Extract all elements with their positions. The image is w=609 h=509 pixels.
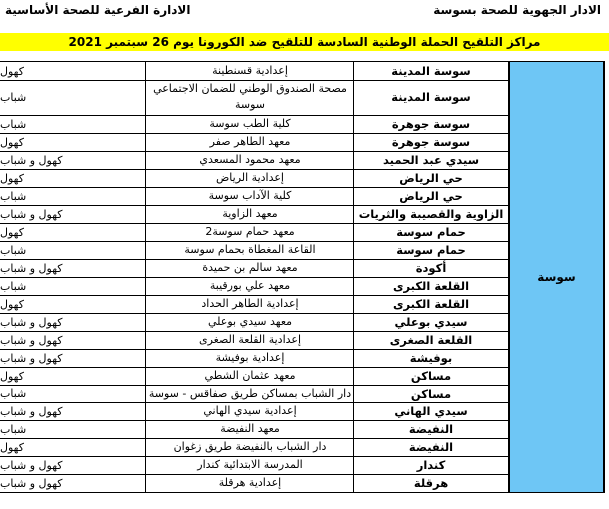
table-row bbox=[0, 115, 509, 134]
center-cell[interactable]: معهد الطاهر صفر bbox=[147, 133, 354, 151]
target-group-cell[interactable]: كهول و شباب bbox=[0, 402, 146, 420]
center-cell[interactable]: القاعة المغطاة بحمام سوسة bbox=[147, 241, 354, 259]
center-cell[interactable]: معهد محمود المسعدي bbox=[147, 151, 354, 169]
delegation-cell[interactable]: سوسة المدينة bbox=[354, 62, 509, 80]
delegation-cell[interactable]: بوفيشة bbox=[354, 349, 509, 367]
center-cell[interactable]: معهد سيدي بوعلي bbox=[147, 313, 354, 331]
target-group-cell[interactable]: كهول و شباب bbox=[0, 456, 146, 474]
target-group-cell[interactable]: شباب bbox=[0, 420, 146, 438]
table-row bbox=[0, 295, 509, 314]
table-row bbox=[0, 313, 509, 332]
delegation-cell[interactable]: سوسة جوهرة bbox=[354, 133, 509, 151]
table-row bbox=[0, 277, 509, 296]
table-row bbox=[0, 456, 509, 475]
target-group-cell[interactable]: كهول bbox=[0, 438, 146, 456]
center-cell[interactable]: كلية الآداب سوسة bbox=[147, 187, 354, 205]
delegation-cell[interactable]: القلعة الكبرى bbox=[354, 295, 509, 313]
table-row bbox=[0, 474, 509, 493]
delegation-cell[interactable]: مساكن bbox=[354, 367, 509, 385]
center-cell[interactable]: معهد علي بورقيبة bbox=[147, 277, 354, 295]
table-row bbox=[0, 151, 509, 170]
table-row bbox=[0, 79, 509, 116]
center-cell[interactable]: إعدادية الطاهر الحداد bbox=[147, 295, 354, 313]
center-cell[interactable]: المدرسة الابتدائية كندار bbox=[147, 456, 354, 474]
table-row bbox=[0, 402, 509, 421]
target-group-cell[interactable]: كهول bbox=[0, 295, 146, 313]
delegation-cell[interactable]: سوسة جوهرة bbox=[354, 115, 509, 133]
center-cell[interactable]: إعدادية قسنطينة bbox=[147, 62, 354, 80]
delegation-cell[interactable]: هرقلة bbox=[354, 474, 509, 492]
center-cell[interactable]: كلية الطب سوسة bbox=[147, 115, 354, 133]
center-cell[interactable]: إعدادية هرقلة bbox=[147, 474, 354, 492]
delegation-cell[interactable]: سيدي بوعلي bbox=[354, 313, 509, 331]
table-row bbox=[0, 223, 509, 242]
delegation-cell[interactable]: حمام سوسة bbox=[354, 241, 509, 259]
target-group-cell[interactable]: كهول bbox=[0, 133, 146, 151]
target-group-cell[interactable]: شباب bbox=[0, 187, 146, 205]
table-row bbox=[0, 259, 509, 278]
target-group-cell[interactable]: شباب bbox=[0, 385, 146, 402]
table-row bbox=[0, 420, 509, 439]
target-group-cell[interactable]: شباب bbox=[0, 79, 146, 115]
center-cell[interactable]: دار الشباب بمساكن طريق صفاقس - سوسة bbox=[147, 385, 354, 402]
table-row bbox=[0, 331, 509, 350]
center-cell[interactable]: إعدادية بوفيشة bbox=[147, 349, 354, 367]
target-group-cell[interactable]: كهول و شباب bbox=[0, 474, 146, 492]
target-group-cell[interactable]: كهول و شباب bbox=[0, 331, 146, 349]
table-row bbox=[0, 385, 509, 403]
delegation-cell[interactable]: سوسة المدينة bbox=[354, 79, 509, 115]
center-cell[interactable]: معهد حمام سوسة2 bbox=[147, 223, 354, 241]
target-group-cell[interactable]: كهول bbox=[0, 223, 146, 241]
target-group-cell[interactable]: شباب bbox=[0, 241, 146, 259]
table-row bbox=[0, 169, 509, 188]
center-cell[interactable]: معهد سالم بن حميدة bbox=[147, 259, 354, 277]
table-row bbox=[0, 438, 509, 457]
target-group-cell[interactable]: شباب bbox=[0, 115, 146, 133]
center-cell[interactable]: إعدادية القلعة الصغرى bbox=[147, 331, 354, 349]
target-group-cell[interactable]: كهول و شباب bbox=[0, 313, 146, 331]
center-cell[interactable]: معهد النفيضة bbox=[147, 420, 354, 438]
table-row bbox=[0, 349, 509, 368]
delegation-cell[interactable]: أكودة bbox=[354, 259, 509, 277]
delegation-cell[interactable]: حي الرياض bbox=[354, 187, 509, 205]
target-group-cell[interactable]: كهول و شباب bbox=[0, 205, 146, 223]
center-cell[interactable]: إعدادية سيدي الهاني bbox=[147, 402, 354, 420]
center-cell[interactable]: معهد الزاوية bbox=[147, 205, 354, 223]
table-row bbox=[0, 187, 509, 206]
table-row bbox=[0, 61, 509, 81]
delegation-cell[interactable]: القلعة الكبرى bbox=[354, 277, 509, 295]
center-cell[interactable]: دار الشباب بالنفيضة طريق زغوان bbox=[147, 438, 354, 456]
target-group-cell[interactable]: كهول و شباب bbox=[0, 151, 146, 169]
delegation-cell[interactable]: كندار bbox=[354, 456, 509, 474]
delegation-cell[interactable]: سيدي عبد الحميد bbox=[354, 151, 509, 169]
table-row bbox=[0, 241, 509, 260]
delegation-cell[interactable]: النفيضة bbox=[354, 438, 509, 456]
governorate-cell[interactable]: سوسة bbox=[509, 61, 605, 493]
table-row bbox=[0, 205, 509, 224]
table-row bbox=[0, 367, 509, 386]
center-cell[interactable]: مصحة الصندوق الوطني للضمان الاجتماعي سوسة bbox=[147, 79, 354, 115]
delegation-cell[interactable]: حمام سوسة bbox=[354, 223, 509, 241]
target-group-cell[interactable]: شباب bbox=[0, 277, 146, 295]
target-group-cell[interactable]: كهول bbox=[0, 62, 146, 80]
delegation-cell[interactable]: القلعة الصغرى bbox=[354, 331, 509, 349]
target-group-cell[interactable]: كهول bbox=[0, 169, 146, 187]
header-directorate: الادار الجهوية للصحة بسوسة bbox=[433, 3, 601, 17]
delegation-cell[interactable]: حي الرياض bbox=[354, 169, 509, 187]
target-group-cell[interactable]: كهول و شباب bbox=[0, 349, 146, 367]
table-row bbox=[0, 133, 509, 152]
center-cell[interactable]: إعدادية الرياض bbox=[147, 169, 354, 187]
delegation-cell[interactable]: مساكن bbox=[354, 385, 509, 402]
header-subdirectorate: الادارة الفرعية للصحة الأساسية bbox=[5, 3, 191, 17]
target-group-cell[interactable]: كهول و شباب bbox=[0, 259, 146, 277]
delegation-cell[interactable]: سيدي الهاني bbox=[354, 402, 509, 420]
delegation-cell[interactable]: الزاوية والقصيبة والثريات bbox=[354, 205, 509, 223]
sheet-title: مراكز التلقيح الحملة الوطنية السادسة للتلقيح ضد الكورونا يوم 26 سبتمبر 2021 bbox=[0, 33, 609, 51]
delegation-cell[interactable]: النفيضة bbox=[354, 420, 509, 438]
target-group-cell[interactable]: كهول bbox=[0, 367, 146, 385]
center-cell[interactable]: معهد عثمان الشطي bbox=[147, 367, 354, 385]
